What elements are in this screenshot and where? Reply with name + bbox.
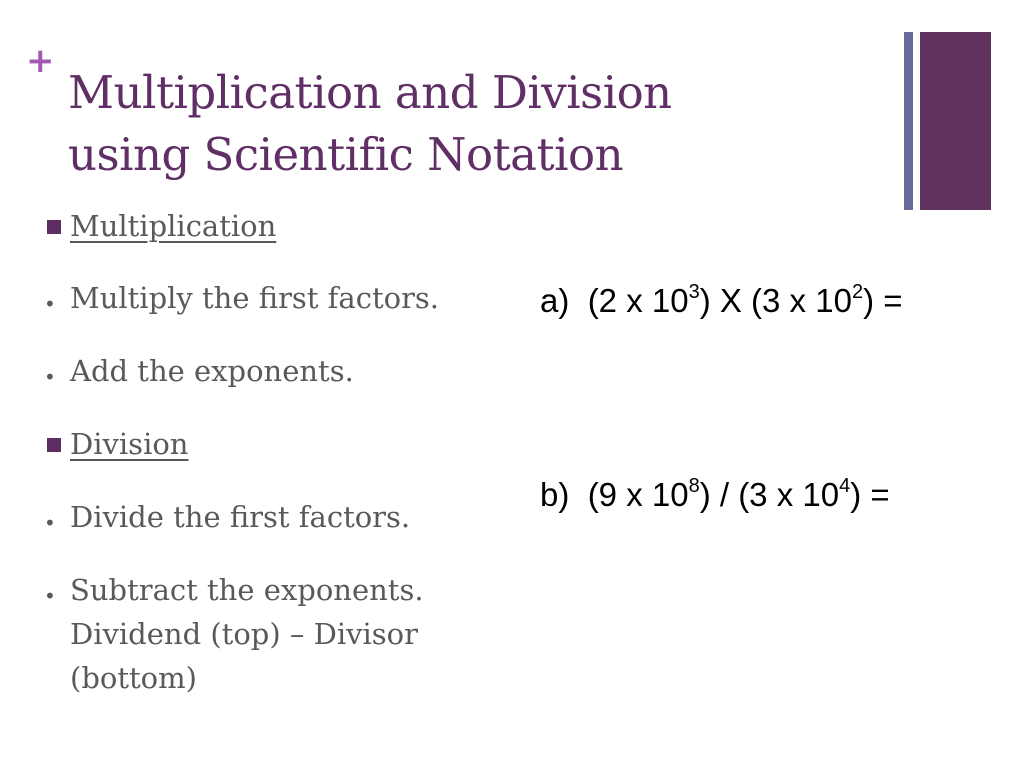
problem-label: b) [540,476,570,513]
list-item-text: Subtract the exponents. [70,573,424,607]
problem-part: ) = [850,476,890,513]
slide-title [68,62,868,186]
plus-icon: + [26,41,55,81]
exponent: 4 [839,475,851,497]
problem-label: a) [540,282,570,319]
problem-part: ) X (3 x 10 [699,282,852,319]
problem-part: ) = [863,282,903,319]
exponent: 2 [851,281,864,303]
heading-text: Division [70,427,189,461]
problem-a [540,282,903,320]
list-item-text: Add the exponents. [70,354,354,388]
exponent: 8 [688,475,700,497]
bullet-dot-icon: • [44,292,56,316]
list-item-text: Divide the first factors. [70,500,411,534]
bullet-dot-icon: • [44,365,56,389]
list-item-text: (bottom) [70,661,197,695]
heading-text: Multiplication [70,209,277,243]
list-item-text: Dividend (top) – Divisor [70,617,418,651]
decorative-thin-bar [904,32,913,210]
square-bullet-icon [47,438,61,452]
title-line-2: using Scientific Notation [68,128,624,181]
problem-part: (9 x 10 [587,476,689,513]
title-line-1: Multiplication and Division [68,66,672,119]
bullet-dot-icon: • [44,511,56,535]
list-item-text: Multiply the first factors. [70,281,440,315]
problem-part: ) / (3 x 10 [699,476,840,513]
problem-part: (2 x 10 [587,282,689,319]
decorative-thick-bar [920,32,991,210]
bullet-dot-icon: • [44,584,56,608]
square-bullet-icon [47,220,61,234]
problem-b [540,476,890,514]
exponent: 3 [688,281,700,303]
